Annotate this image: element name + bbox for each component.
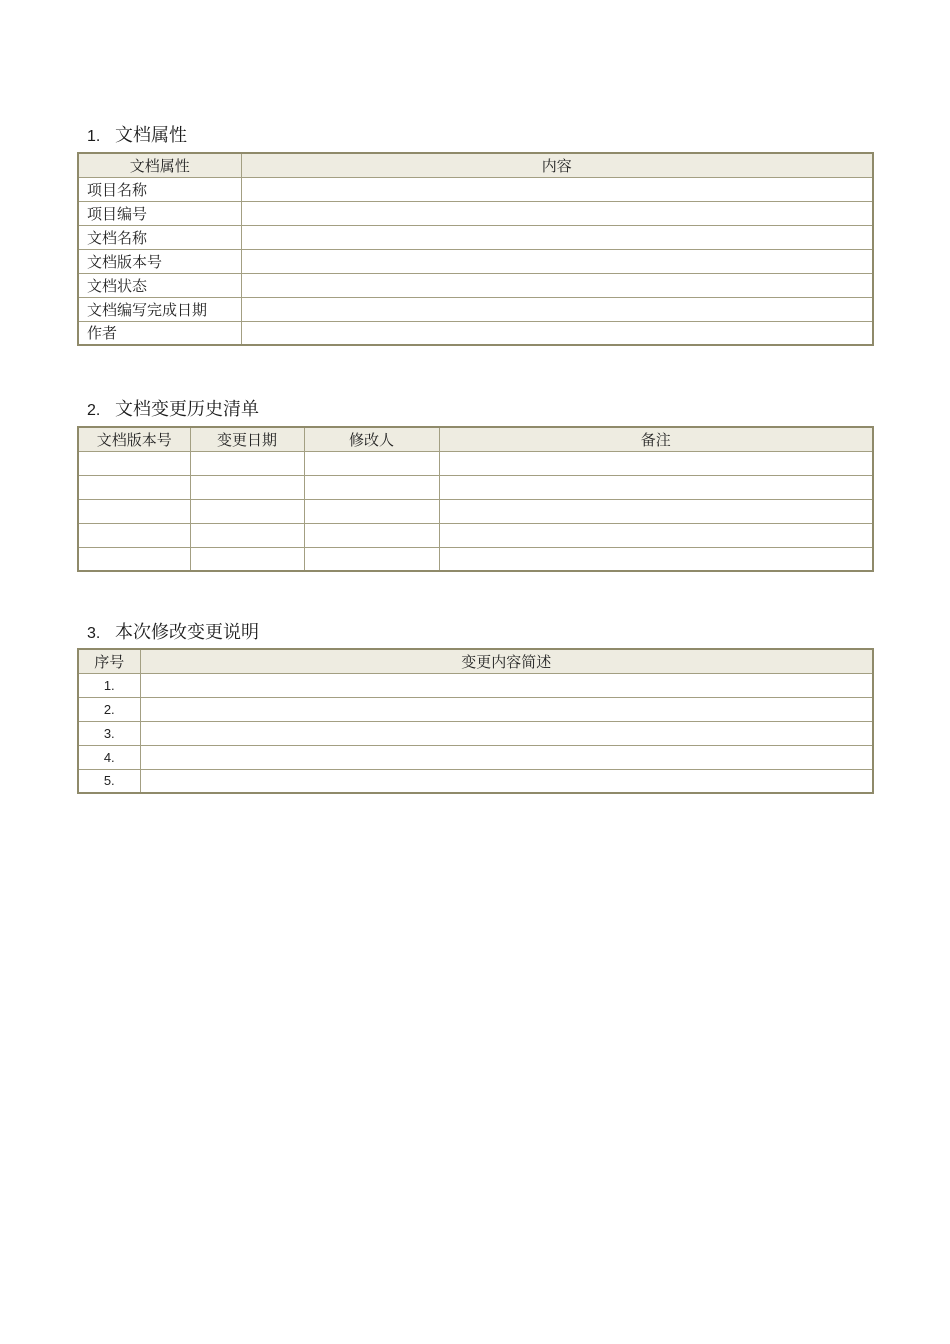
date-cell[interactable]	[190, 547, 304, 571]
table-row	[78, 451, 873, 475]
table-row	[78, 321, 873, 345]
date-cell[interactable]	[190, 523, 304, 547]
property-value-cell[interactable]	[241, 249, 873, 273]
modifier-cell[interactable]	[304, 499, 439, 523]
section-2-number: 2.	[87, 402, 101, 419]
table-row	[78, 177, 873, 201]
remarks-cell[interactable]	[439, 475, 873, 499]
sequence-number: 5.	[78, 769, 140, 793]
change-summary-cell[interactable]	[140, 769, 873, 793]
table-row	[78, 273, 873, 297]
property-value-cell[interactable]	[241, 321, 873, 345]
header-cell: 文档属性	[78, 153, 241, 177]
section-2-heading	[87, 395, 259, 421]
header-cell: 变更内容简述	[140, 649, 873, 673]
table-row	[78, 697, 873, 721]
change-history-table	[77, 426, 874, 572]
table-row	[78, 499, 873, 523]
property-value-cell[interactable]	[241, 273, 873, 297]
change-summary-cell[interactable]	[140, 673, 873, 697]
remarks-cell[interactable]	[439, 499, 873, 523]
section-1-heading	[87, 121, 187, 147]
table-row	[78, 475, 873, 499]
table-row	[78, 249, 873, 273]
sequence-number: 2.	[78, 697, 140, 721]
change-description-table	[77, 648, 874, 794]
table-row	[78, 523, 873, 547]
modifier-cell[interactable]	[304, 451, 439, 475]
change-summary-cell[interactable]	[140, 745, 873, 769]
header-cell: 备注	[439, 427, 873, 451]
table-row	[78, 769, 873, 793]
date-cell[interactable]	[190, 475, 304, 499]
change-summary-cell[interactable]	[140, 697, 873, 721]
version-cell[interactable]	[78, 475, 190, 499]
property-label: 文档编写完成日期	[78, 297, 241, 321]
property-label: 作者	[78, 321, 241, 345]
remarks-cell[interactable]	[439, 547, 873, 571]
table-row	[78, 673, 873, 697]
remarks-cell[interactable]	[439, 451, 873, 475]
table-row	[78, 745, 873, 769]
header-cell: 序号	[78, 649, 140, 673]
property-label: 文档名称	[78, 225, 241, 249]
header-cell: 文档版本号	[78, 427, 190, 451]
property-value-cell[interactable]	[241, 201, 873, 225]
version-cell[interactable]	[78, 547, 190, 571]
header-cell: 变更日期	[190, 427, 304, 451]
property-label: 项目编号	[78, 201, 241, 225]
property-value-cell[interactable]	[241, 177, 873, 201]
property-value-cell[interactable]	[241, 225, 873, 249]
modifier-cell[interactable]	[304, 523, 439, 547]
document-properties-table	[77, 152, 874, 346]
section-1-title: 文档属性	[115, 125, 187, 146]
modifier-cell[interactable]	[304, 475, 439, 499]
version-cell[interactable]	[78, 499, 190, 523]
sequence-number: 1.	[78, 673, 140, 697]
property-label: 文档状态	[78, 273, 241, 297]
header-cell: 修改人	[304, 427, 439, 451]
section-2-title: 文档变更历史清单	[115, 399, 259, 420]
table-row	[78, 225, 873, 249]
version-cell[interactable]	[78, 523, 190, 547]
date-cell[interactable]	[190, 499, 304, 523]
section-1-number: 1.	[87, 128, 101, 145]
table-header-row	[78, 153, 873, 177]
table-row	[78, 721, 873, 745]
property-label: 项目名称	[78, 177, 241, 201]
table-header-row	[78, 649, 873, 673]
section-3-number: 3.	[87, 625, 101, 642]
version-cell[interactable]	[78, 451, 190, 475]
table-row	[78, 547, 873, 571]
header-cell: 内容	[241, 153, 873, 177]
table-row	[78, 297, 873, 321]
table-row	[78, 201, 873, 225]
table-header-row	[78, 427, 873, 451]
remarks-cell[interactable]	[439, 523, 873, 547]
section-3-heading	[87, 618, 259, 644]
sequence-number: 3.	[78, 721, 140, 745]
property-label: 文档版本号	[78, 249, 241, 273]
date-cell[interactable]	[190, 451, 304, 475]
property-value-cell[interactable]	[241, 297, 873, 321]
modifier-cell[interactable]	[304, 547, 439, 571]
sequence-number: 4.	[78, 745, 140, 769]
change-summary-cell[interactable]	[140, 721, 873, 745]
section-3-title: 本次修改变更说明	[115, 622, 259, 643]
